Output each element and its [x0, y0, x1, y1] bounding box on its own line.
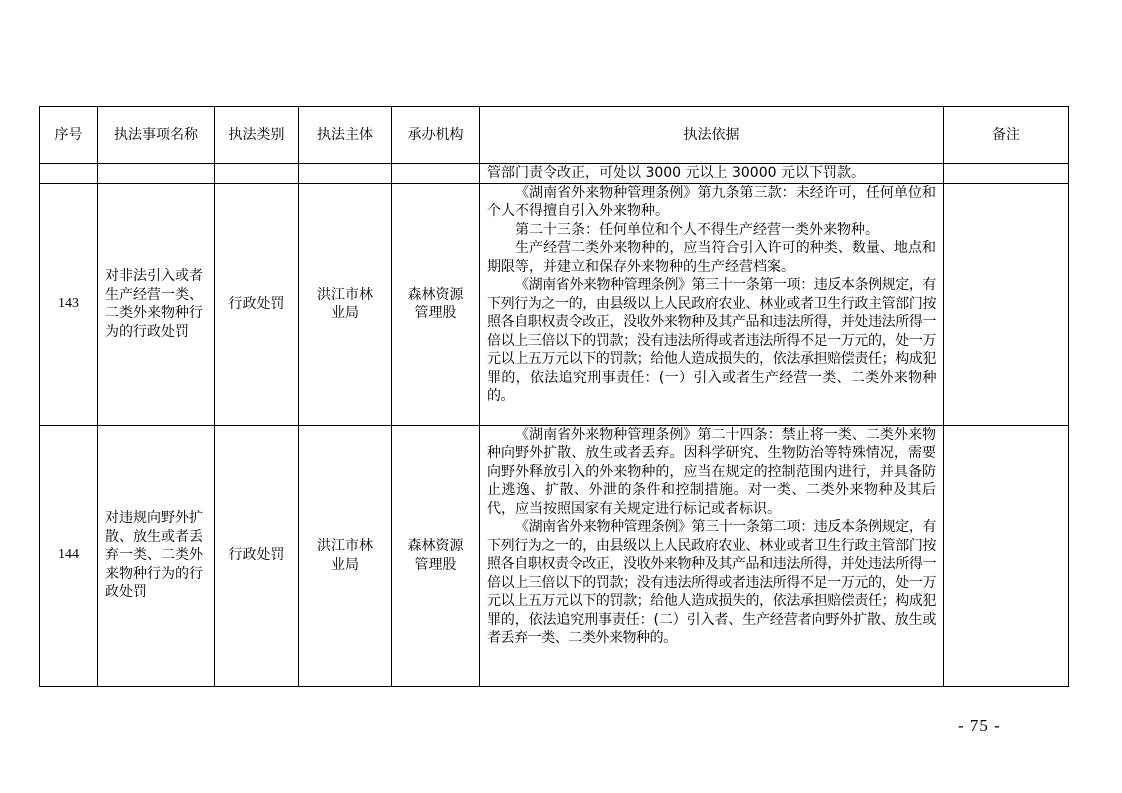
enforcement-table: [39, 106, 1069, 687]
basis-paragraph: 《湖南省外来物种管理条例》第三十一条第二项：违反本条例规定，有下列行为之一的，由县级以上人民政府农业、林业或者卫生行政主管部门按照各自职权责令改正，没收外来物种及其产品和违法所得，并处违法所得一倍以上三倍以下的罚款；没有违法所得或者违法所得不足一万元的，处一万元以上五万元以下的罚款；给他人造成损失的，依法承担赔偿责任；构成犯罪的，依法追究刑事责任：(二）引入者、生产经营者向野外扩散、放生或者丢弃一类、二类外来物种的。: [487, 519, 936, 646]
basis-paragraph: 生产经营二类外来物种的，应当符合引入许可的种类、数量、地点和期限等，并建立和保存外来物种的生产经营档案。: [487, 240, 936, 275]
header-seq: 序号: [40, 107, 98, 164]
row-remarks: [944, 425, 1069, 686]
header-basis: 执法依据: [480, 107, 944, 164]
row-item-name: 对违规向野外扩散、放生或者丢弃一类、二类外来物种行为的行政处罚: [98, 425, 215, 686]
continuation-seq: [40, 164, 98, 184]
table-row: [40, 183, 1069, 425]
row-item-name: 对非法引入或者生产经营一类、二类外来物种行为的行政处罚: [98, 183, 215, 425]
row-subject: 洪江市林 业局: [299, 183, 392, 425]
continuation-subject: [299, 164, 392, 184]
row-subject: 洪江市林 业局: [299, 425, 392, 686]
header-item-name: 执法事项名称: [98, 107, 215, 164]
header-subject: 执法主体: [299, 107, 392, 164]
row-basis: [480, 183, 944, 425]
continuation-agency: [392, 164, 480, 184]
table-header-row: [40, 107, 1069, 164]
row-agency: 森林资源 管理股: [392, 425, 480, 686]
row-seq: 143: [40, 183, 98, 425]
basis-paragraph: 《湖南省外来物种管理条例》第九条第三款：未经许可，任何单位和个人不得擅自引入外来物种。: [487, 184, 936, 219]
row-remarks: [944, 183, 1069, 425]
basis-paragraph: 第二十三条：任何单位和个人不得生产经营一类外来物种。: [515, 221, 879, 238]
continuation-basis: 管部门责令改正，可处以 3000 元以上 30000 元以下罚款。: [480, 164, 944, 184]
row-seq: 144: [40, 425, 98, 686]
row-agency: 森林资源 管理股: [392, 183, 480, 425]
row-category: 行政处罚: [215, 425, 299, 686]
continuation-remarks: [944, 164, 1069, 184]
row-basis: [480, 425, 944, 686]
continuation-row: [40, 164, 1069, 184]
header-category: 执法类别: [215, 107, 299, 164]
continuation-category: [215, 164, 299, 184]
table-row: [40, 425, 1069, 686]
basis-paragraph: 《湖南省外来物种管理条例》第二十四条：禁止将一类、二类外来物种向野外扩散、放生或者丢弃。因科学研究、生物防治等特殊情况，需要向野外释放引入的外来物种的，应当在规定的控制范围内进行，并具备防止逃逸、扩散、外泄的条件和控制措施。对一类、二类外来物种及其后代，应当按照国家有关规定进行标记或者标识。: [487, 426, 936, 517]
row-category: 行政处罚: [215, 183, 299, 425]
page-number: - 75 -: [958, 716, 1001, 735]
basis-paragraph: 《湖南省外来物种管理条例》第三十一条第一项：违反本条例规定，有下列行为之一的，由县级以上人民政府农业、林业或者卫生行政主管部门按照各自职权责令改正，没收外来物种及其产品和违法所得，并处违法所得一倍以上三倍以下的罚款；没有违法所得或者违法所得不足一万元的，处一万元以上五万元以下的罚款；给他人造成损失的，依法承担赔偿责任；构成犯罪的，依法追究刑事责任：(一）引入或者生产经营一类、二类外来物种的。: [487, 277, 936, 404]
header-agency: 承办机构: [392, 107, 480, 164]
header-remarks: 备注: [944, 107, 1069, 164]
continuation-item-name: [98, 164, 215, 184]
